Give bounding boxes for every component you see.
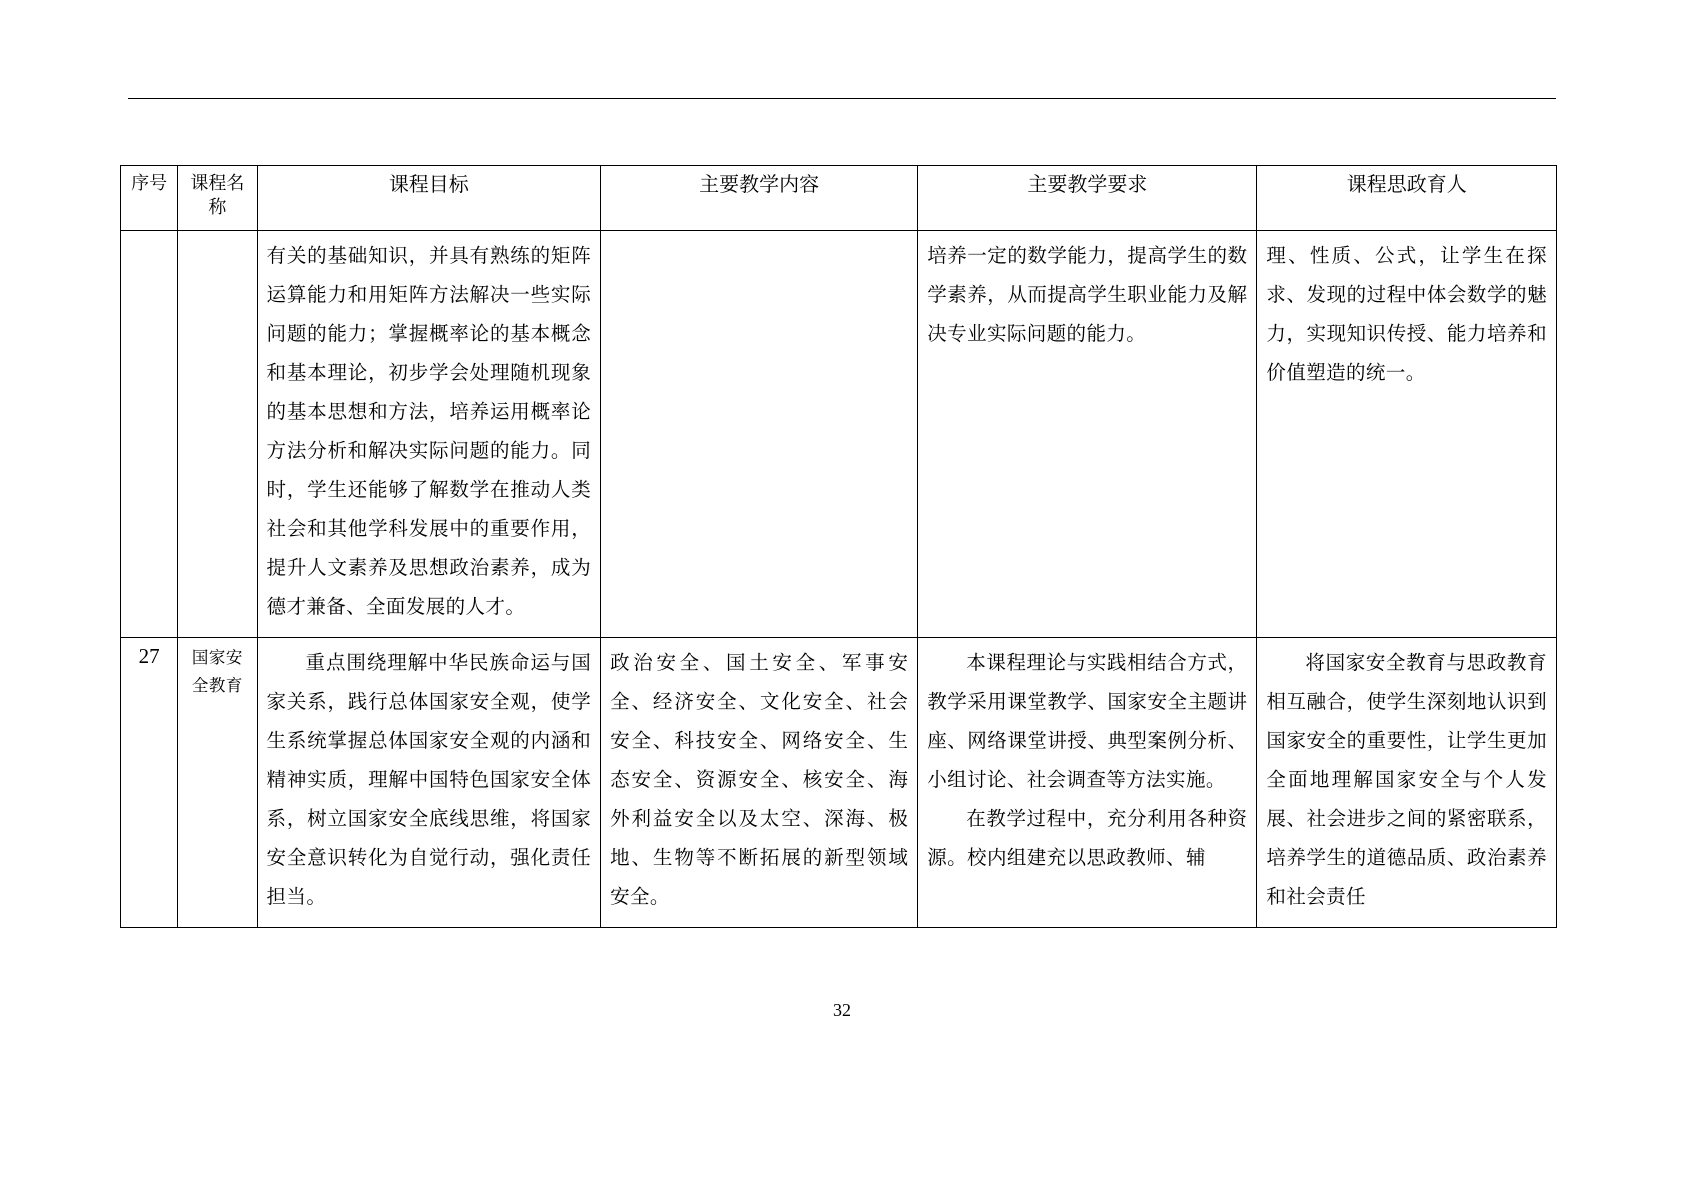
header-cell-no: 序号 [121, 166, 178, 231]
cell-content [601, 230, 918, 637]
header-cell-course-name: 课程名称 [178, 166, 257, 231]
header-cell-content: 主要教学内容 [601, 166, 918, 231]
curriculum-table [120, 165, 1557, 928]
cell-requirement: 培养一定的数学能力，提高学生的数学素养，从而提高学生职业能力及解决专业实际问题的能力。 [918, 230, 1257, 637]
cell-no: 27 [121, 637, 178, 927]
page-number: 32 [833, 1000, 851, 1020]
cell-course-name: 国家安全教育 [178, 637, 257, 927]
table-row [121, 230, 1557, 637]
cell-ideology: 将国家安全教育与思政教育相互融合，使学生深刻地认识到国家安全的重要性，让学生更加全面地理解国家安全与个人发展、社会进步之间的紧密联系，培养学生的道德品质、政治素养和社会责任 [1257, 637, 1557, 927]
header-cell-goal: 课程目标 [257, 166, 601, 231]
table-body [121, 230, 1557, 927]
requirement-paragraph-2: 在教学过程中，充分利用各种资源。校内组建充以思政教师、辅 [927, 808, 1248, 869]
header-cell-requirement: 主要教学要求 [918, 166, 1257, 231]
table-header [121, 166, 1557, 231]
cell-goal: 重点围绕理解中华民族命运与国家关系，践行总体国家安全观，使学生系统掌握总体国家安全观的内涵和精神实质，理解中国特色国家安全体系，树立国家安全底线思维，将国家安全意识转化为自觉行动，强化责任担当。 [257, 637, 601, 927]
cell-requirement [918, 637, 1257, 927]
header-cell-ideology: 课程思政育人 [1257, 166, 1557, 231]
cell-content: 政治安全、国土安全、军事安全、经济安全、文化安全、社会安全、科技安全、网络安全、生态安全、资源安全、核安全、海外利益安全以及太空、深海、极地、生物等不断拓展的新型领域安全。 [601, 637, 918, 927]
cell-goal: 有关的基础知识，并具有熟练的矩阵运算能力和用矩阵方法解决一些实际问题的能力；掌握概率论的基本概念和基本理论，初步学会处理随机现象的基本思想和方法，培养运用概率论方法分析和解决实际问题的能力。同时，学生还能够了解数学在推动人类社会和其他学科发展中的重要作用，提升人文素养及思想政治素养，成为德才兼备、全面发展的人才。 [257, 230, 601, 637]
cell-no [121, 230, 178, 637]
cell-course-name [178, 230, 257, 637]
table-row [121, 637, 1557, 927]
cell-ideology: 理、性质、公式，让学生在探求、发现的过程中体会数学的魅力，实现知识传授、能力培养和价值塑造的统一。 [1257, 230, 1557, 637]
requirement-paragraph-1: 本课程理论与实践相结合方式，教学采用课堂教学、国家安全主题讲座、网络课堂讲授、典型案例分析、小组讨论、社会调查等方法实施。 [927, 652, 1248, 791]
header-divider [128, 98, 1556, 99]
curriculum-table-container [120, 165, 1557, 928]
table-header-row [121, 166, 1557, 231]
